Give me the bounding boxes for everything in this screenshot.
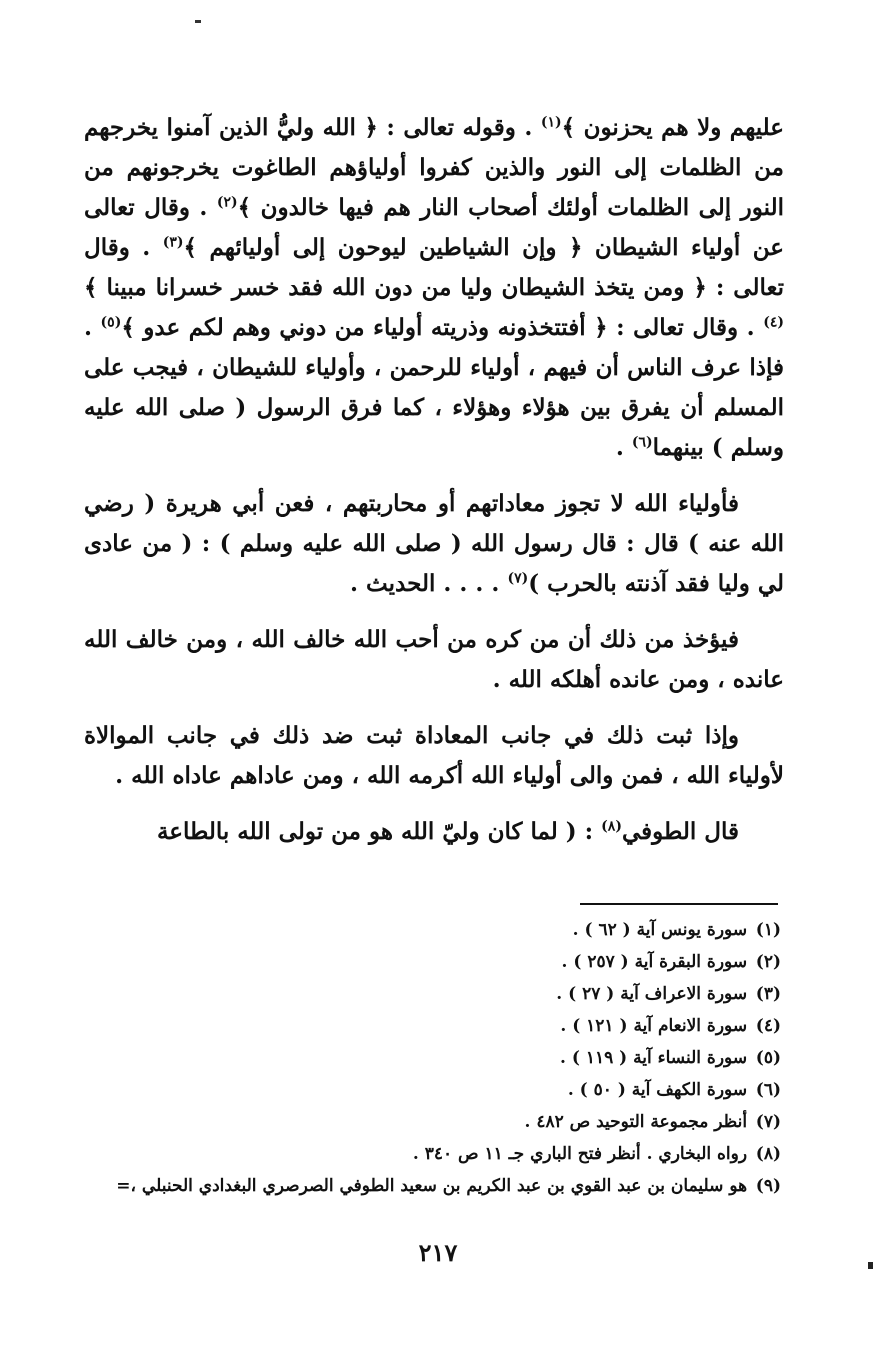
- paragraph: [84, 812, 784, 852]
- footnote: [81, 1042, 781, 1074]
- footnote: [81, 1106, 781, 1138]
- footnote-number: (٥): [755, 1048, 781, 1068]
- scan-mark: [195, 20, 201, 23]
- footnote-text: سورة يونس آية ( ٦٢ ) .: [572, 920, 748, 940]
- footnote-ref: (٧): [507, 570, 529, 587]
- footnote: [81, 1074, 781, 1106]
- footnote-number: (٣): [755, 984, 781, 1004]
- footnote-text: رواه البخاري . أنظر فتح الباري جـ ١١ ص ٣٤٠ .: [412, 1144, 748, 1164]
- footnote-text: سورة الكهف آية ( ٥٠ ) .: [567, 1080, 748, 1100]
- footnote-text: سورة الانعام آية ( ١٢١ ) .: [560, 1016, 748, 1036]
- footnote-number: (١): [755, 920, 781, 940]
- paragraph-text: عليهم ولا هم يحزنون ﴾: [561, 114, 784, 141]
- paragraph-text: . وقال تعالى : ﴿ ومن يتخذ الشيطان وليا من دون الله فقد خسر خسرانا مبينا ﴾: [84, 234, 784, 301]
- footnote: [81, 914, 781, 946]
- page-number: ٢١٧: [418, 1238, 458, 1267]
- paragraph-text: . وقال تعالى عن أولياء الشيطان ﴿ وإن الشياطين ليوحون إلى أوليائهم ﴾: [84, 194, 784, 261]
- footnote: [81, 946, 781, 978]
- paragraph-text: . . . . الحديث .: [350, 570, 508, 597]
- paragraph-text: قال الطوفي: [621, 818, 739, 845]
- paragraph-text: . فإذا عرف الناس أن فيهم ، أولياء للرحمن ، وأولياء للشيطان ، فيجب على المسلم أن يفرق بين هؤلاء وهؤلاء ، كما فرق الرسول ( صلى الله عليه وسلم ) بينهما: [84, 314, 784, 461]
- main-text: [84, 108, 784, 868]
- footnote-ref: (٨): [601, 818, 622, 835]
- footnote-text: سورة النساء آية ( ١١٩ ) .: [560, 1048, 748, 1068]
- footnote-ref: (٣): [162, 234, 184, 251]
- footnote: [81, 1138, 781, 1170]
- footnote: [81, 1170, 781, 1202]
- footnote-ref: (٤): [763, 314, 784, 331]
- footnote-ref: (٢): [216, 194, 238, 211]
- footnote-text: هو سليمان بن عبد القوي بن عبد الكريم بن سعيد الطوفي الصرصري البغدادي الحنبلي ،=: [116, 1176, 748, 1196]
- paragraph: [84, 620, 784, 700]
- footnote-ref: (١): [540, 114, 562, 131]
- paragraph: [84, 716, 784, 796]
- footnote-ref: (٥): [100, 314, 122, 331]
- footnote-ref: (٦): [631, 434, 653, 451]
- footnote-text: سورة الاعراف آية ( ٢٧ ) .: [556, 984, 748, 1004]
- footnote-separator: [580, 903, 778, 905]
- footnote-text: أنظر مجموعة التوحيد ص ٤٨٢ .: [524, 1112, 748, 1132]
- paragraph: [84, 108, 784, 468]
- footnote-number: (٢): [755, 952, 781, 972]
- footnote-number: (٦): [755, 1080, 781, 1100]
- footnote-text: سورة البقرة آية ( ٢٥٧ ) .: [561, 952, 748, 972]
- footnote-number: (٤): [755, 1016, 781, 1036]
- footnote-number: (٧): [755, 1112, 781, 1132]
- paragraph-text: . وقال تعالى : ﴿ أفتتخذونه وذريته أولياء من دوني وهم لكم عدو ﴾: [121, 314, 764, 341]
- paragraph-text: فأولياء الله لا تجوز معاداتهم أو محاربتهم ، فعن أبي هريرة ( رضي الله عنه ) قال : قال رسول الله ( صلى الله عليه وسلم ) : ( من عادى لي وليا فقد آذنته بالحرب ): [84, 490, 784, 597]
- footnote-number: (٩): [755, 1176, 781, 1196]
- footnote: [81, 1010, 781, 1042]
- footnotes: [81, 914, 781, 1202]
- paragraph-text: : ( لما كان وليّ الله هو من تولى الله بالطاعة: [156, 818, 602, 845]
- paragraph-text: . وقوله تعالى : ﴿ الله وليُّ الذين آمنوا يخرجهم من الظلمات إلى النور والذين كفروا أولياؤهم الطاغوت يخرجونهم من النور إلى الظلمات أولئك أصحاب النار هم فيها خالدون ﴾: [84, 114, 784, 221]
- footnote-number: (٨): [755, 1144, 781, 1164]
- paragraph-text: فيؤخذ من ذلك أن من كره من أحب الله خالف الله ، ومن خالف الله عانده ، ومن عانده أهلكه الله .: [84, 626, 784, 693]
- paragraph-text: .: [615, 434, 632, 461]
- paragraph: [84, 484, 784, 604]
- scan-mark: [868, 1262, 873, 1269]
- paragraph-text: وإذا ثبت ذلك في جانب المعاداة ثبت ضد ذلك في جانب الموالاة لأولياء الله ، فمن والى أولياء الله أكرمه الله ، ومن عاداهم عاداه الله .: [84, 722, 784, 789]
- footnote: [81, 978, 781, 1010]
